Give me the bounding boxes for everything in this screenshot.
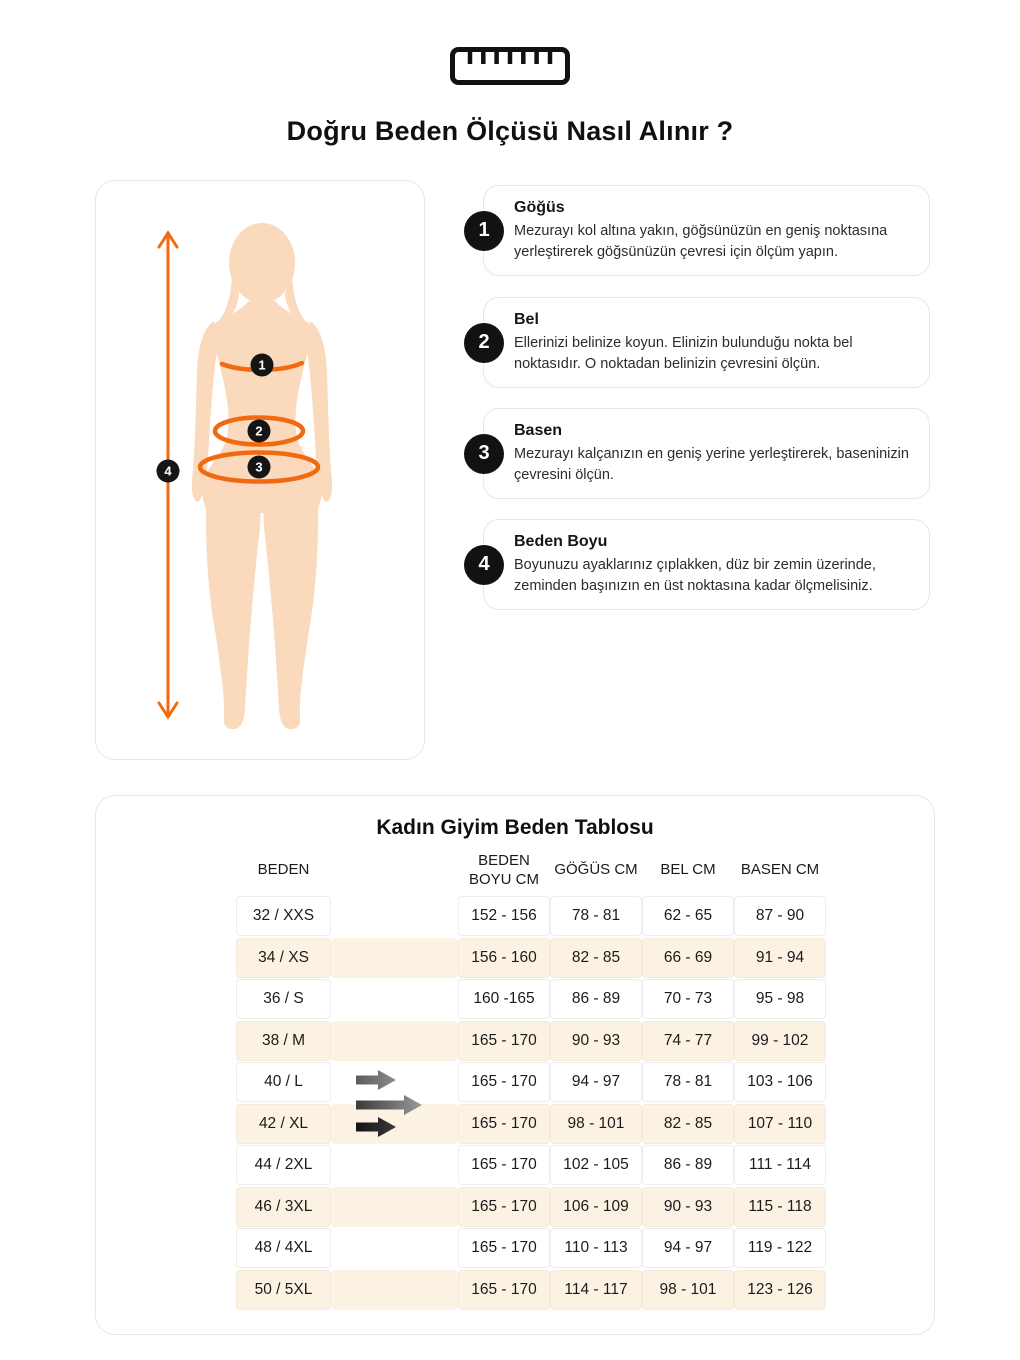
value-cell: 102 - 105 xyxy=(550,1145,642,1185)
value-cell: 62 - 65 xyxy=(642,896,734,936)
value-cell: 107 - 110 xyxy=(734,1104,826,1144)
size-cell: 32 / XXS xyxy=(236,896,331,936)
instruction-title: Beden Boyu xyxy=(514,533,608,550)
size-table-card xyxy=(95,795,935,1335)
column-header-basen: BASEN CM xyxy=(740,861,820,879)
size-table-header-row xyxy=(236,852,826,890)
size-cell: 36 / S xyxy=(236,979,331,1019)
svg-text:1: 1 xyxy=(258,357,266,373)
column-header-bel: BEL CM xyxy=(660,861,716,879)
instruction-number-badge: 1 xyxy=(464,211,504,251)
instruction-text: Mezurayı kalçanızın en geniş yerine yerleştirerek, baseninizin çevresini ölçün. xyxy=(514,446,909,484)
instruction-number-badge: 3 xyxy=(464,434,504,474)
ruler-icon xyxy=(0,46,1020,91)
instruction-bel xyxy=(478,297,930,388)
value-cell: 165 - 170 xyxy=(458,1062,550,1102)
value-cell: 98 - 101 xyxy=(550,1104,642,1144)
value-cell: 115 - 118 xyxy=(734,1187,826,1227)
value-cell: 123 - 126 xyxy=(734,1270,826,1310)
row-spacer xyxy=(331,1021,458,1061)
figure-marker-3 xyxy=(248,456,271,479)
value-cell: 160 -165 xyxy=(458,979,550,1019)
svg-text:3: 3 xyxy=(255,459,263,475)
value-cell: 165 - 170 xyxy=(458,1021,550,1061)
size-cell: 48 / 4XL xyxy=(236,1228,331,1268)
size-cell: 38 / M xyxy=(236,1021,331,1061)
header-spacer xyxy=(331,852,458,890)
value-cell: 78 - 81 xyxy=(550,896,642,936)
row-spacer xyxy=(331,1187,458,1227)
instruction-text: Mezurayı kol altına yakın, göğsünüzün en geniş noktasına yerleştirerek göğsünüzün çevresi için ölçüm yapın. xyxy=(514,223,888,261)
value-cell: 91 - 94 xyxy=(734,938,826,978)
value-cell: 165 - 170 xyxy=(458,1187,550,1227)
instruction-text: Boyunuzu ayaklarınız çıplakken, düz bir zemin üzerinde, zeminden başınızın en üst noktasına kadar ölçmelisiniz. xyxy=(514,557,876,595)
value-cell: 111 - 114 xyxy=(734,1145,826,1185)
size-conversion-arrows-icon xyxy=(354,1069,534,1144)
value-cell: 94 - 97 xyxy=(642,1228,734,1268)
value-cell: 165 - 170 xyxy=(458,1145,550,1185)
value-cell: 165 - 170 xyxy=(458,1228,550,1268)
row-spacer xyxy=(331,938,458,978)
value-cell: 103 - 106 xyxy=(734,1062,826,1102)
value-cell: 86 - 89 xyxy=(642,1145,734,1185)
value-cell: 90 - 93 xyxy=(550,1021,642,1061)
instruction-title: Basen xyxy=(514,422,563,439)
value-cell: 114 - 117 xyxy=(550,1270,642,1310)
size-cell: 40 / L xyxy=(236,1062,331,1102)
size-cell: 34 / XS xyxy=(236,938,331,978)
value-cell: 78 - 81 xyxy=(642,1062,734,1102)
value-cell: 66 - 69 xyxy=(642,938,734,978)
value-cell: 74 - 77 xyxy=(642,1021,734,1061)
value-cell: 152 - 156 xyxy=(458,896,550,936)
value-cell: 106 - 109 xyxy=(550,1187,642,1227)
value-cell: 156 - 160 xyxy=(458,938,550,978)
value-cell: 98 - 101 xyxy=(642,1270,734,1310)
value-cell: 87 - 90 xyxy=(734,896,826,936)
column-header-beden-boyu: BEDEN BOYU CM xyxy=(468,852,539,888)
column-header-gogus: GÖĞÜS CM xyxy=(554,861,638,879)
body-measurement-figure-card xyxy=(95,180,425,760)
row-spacer xyxy=(331,896,458,936)
instruction-title: Bel xyxy=(514,311,539,328)
value-cell: 165 - 170 xyxy=(458,1270,550,1310)
figure-marker-2 xyxy=(248,420,271,443)
figure-marker-4 xyxy=(157,460,180,483)
row-spacer xyxy=(331,979,458,1019)
size-cell: 42 / XL xyxy=(236,1104,331,1144)
instruction-number-badge: 2 xyxy=(464,323,504,363)
svg-text:4: 4 xyxy=(164,463,172,479)
value-cell: 119 - 122 xyxy=(734,1228,826,1268)
instruction-title: Göğüs xyxy=(514,199,565,216)
instruction-text: Ellerinizi belinize koyun. Elinizin bulunduğu nokta bel noktasıdır. O noktadan belinizin çevresini ölçün. xyxy=(514,335,853,373)
value-cell: 82 - 85 xyxy=(550,938,642,978)
svg-text:2: 2 xyxy=(255,423,263,439)
page-title: Doğru Beden Ölçüsü Nasıl Alınır ? xyxy=(286,116,734,146)
instruction-beden-boyu xyxy=(478,519,930,610)
value-cell: 86 - 89 xyxy=(550,979,642,1019)
row-spacer xyxy=(331,1228,458,1268)
value-cell: 94 - 97 xyxy=(550,1062,642,1102)
size-cell: 46 / 3XL xyxy=(236,1187,331,1227)
size-cell: 44 / 2XL xyxy=(236,1145,331,1185)
body-silhouette-image xyxy=(96,181,425,760)
instruction-gogus xyxy=(478,185,930,276)
size-table-title: Kadın Giyim Beden Tablosu xyxy=(376,816,654,839)
value-cell: 165 - 170 xyxy=(458,1104,550,1144)
value-cell: 110 - 113 xyxy=(550,1228,642,1268)
row-spacer xyxy=(331,1270,458,1310)
figure-marker-1 xyxy=(251,354,274,377)
column-header-beden: BEDEN xyxy=(257,861,310,879)
value-cell: 95 - 98 xyxy=(734,979,826,1019)
instruction-number-badge: 4 xyxy=(464,545,504,585)
value-cell: 70 - 73 xyxy=(642,979,734,1019)
value-cell: 82 - 85 xyxy=(642,1104,734,1144)
value-cell: 99 - 102 xyxy=(734,1021,826,1061)
row-spacer xyxy=(331,1145,458,1185)
instruction-basen xyxy=(478,408,930,499)
size-cell: 50 / 5XL xyxy=(236,1270,331,1310)
value-cell: 90 - 93 xyxy=(642,1187,734,1227)
